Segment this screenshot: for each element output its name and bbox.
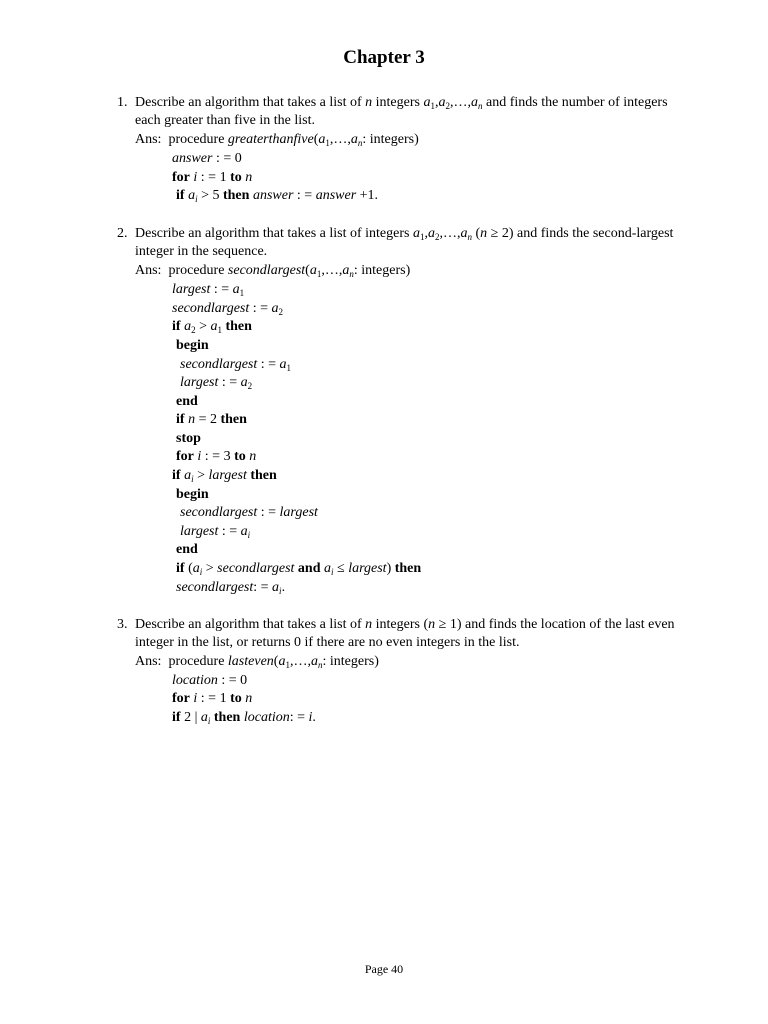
answer-header: Ans: procedure $lasteven(a_1,\dots,a_n$: integers) [135, 654, 379, 670]
question-text: Describe an algorithm that takes a list of integers $a_1,a_2,\dots,a_n$ (n ≥ 2) and finds the second-largest integer in the sequence. [135, 226, 674, 259]
code-line: largest : = $a_2$ [180, 375, 253, 391]
question-text: Describe an algorithm that takes a list of n integers (n ≥ 1) and finds the location of the last even integer in the list, or returns 0 if there are no even integers in the list. [135, 617, 675, 650]
code-line: answer : = 0 [172, 151, 242, 166]
code-line: if 2 | $a_i$ then location: = i. [172, 710, 316, 726]
question-number: 2. [117, 226, 128, 241]
code-line: if ($a_i$ > secondlargest and $a_i$ ≤ largest) then [176, 561, 422, 577]
code-line: begin [176, 338, 209, 353]
procedure-keyword: procedure [168, 132, 225, 147]
code-line: secondlargest: = $a_i$. [176, 580, 286, 596]
code-line: secondlargest : = $a_1$ [180, 357, 292, 373]
procedure-keyword: procedure [168, 263, 225, 278]
code-line: if n = 2 then [176, 412, 247, 427]
answer-header: Ans: procedure $secondlargest(a_1,\dots,a_n$: integers) [135, 263, 411, 279]
ans-label: Ans: [135, 132, 162, 147]
page-number: Page 40 [364, 962, 404, 976]
code-line: if $a_2 > a_1$ then [172, 319, 252, 335]
code-line: for i : = 3 to n [176, 449, 257, 464]
question-number: 3. [117, 617, 128, 632]
page-title: Chapter 3 [343, 47, 425, 68]
code-line: end [176, 542, 198, 557]
ans-label: Ans: [135, 263, 162, 278]
ans-label: Ans: [135, 654, 162, 669]
code-line: largest : = $a_i$ [180, 524, 251, 540]
procedure-name: secondlargest [227, 263, 306, 278]
code-line: for i : = 1 to n [172, 170, 253, 185]
param-type: integers [361, 263, 406, 278]
procedure-name: greaterthanfive [227, 132, 314, 147]
code-line: if $a_i$ > largest then [172, 468, 277, 484]
procedure-name: lasteven [227, 654, 274, 669]
code-line: end [176, 394, 198, 409]
question-text: Describe an algorithm that takes a list of n integers $a_1,a_2,\dots,a_n$ and finds the number of integers each greater than five in the list. [135, 95, 668, 128]
code-line: if $a_i > 5$ then answer : = answer +1. [176, 188, 379, 204]
answer-header: Ans: procedure $greaterthanfive(a_1,\dots,a_n$: integers) [135, 132, 419, 148]
param-type: integers [369, 132, 415, 147]
code-line: secondlargest : = $a_2$ [172, 301, 284, 317]
code-line: largest : = $a_1$ [172, 282, 245, 298]
question-number: 1. [117, 95, 128, 110]
param-type: integers [329, 654, 375, 669]
procedure-keyword: procedure [168, 654, 225, 669]
code-line: stop [176, 431, 201, 446]
code-line: begin [176, 487, 209, 502]
code-line: secondlargest : = largest [180, 505, 318, 520]
code-line: for i : = 1 to n [172, 691, 253, 706]
code-line: location : = 0 [172, 673, 248, 688]
